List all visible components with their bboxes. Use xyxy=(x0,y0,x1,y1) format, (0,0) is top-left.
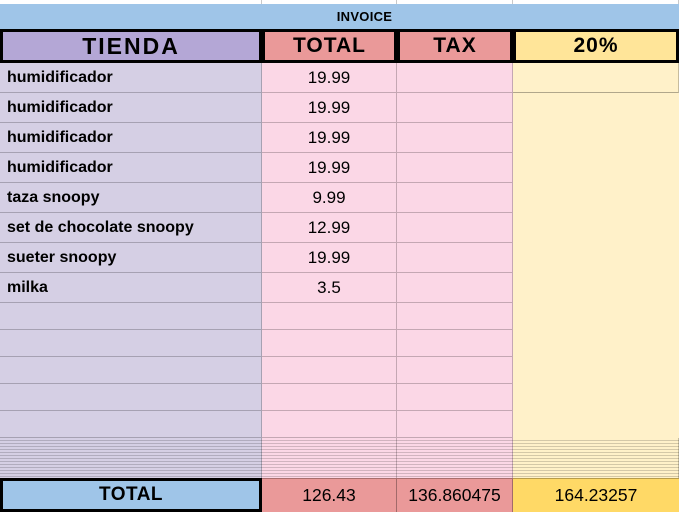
item-name-cell[interactable]: taza snoopy xyxy=(0,183,262,213)
item-name-cell[interactable]: humidificador xyxy=(0,93,262,123)
collapsed-rows-total xyxy=(262,438,397,478)
empty-total-cell[interactable] xyxy=(262,384,397,411)
item-tax-cell[interactable] xyxy=(397,273,513,303)
header-total-cell[interactable] xyxy=(262,29,397,63)
empty-tax-cell[interactable] xyxy=(397,357,513,384)
header-tienda-cell[interactable] xyxy=(0,29,262,63)
empty-name-cell[interactable] xyxy=(0,411,262,438)
item-name-cell[interactable]: sueter snoopy xyxy=(0,243,262,273)
header-pct-cell[interactable] xyxy=(513,29,679,63)
tax-sum-cell[interactable] xyxy=(397,478,513,512)
empty-total-cell[interactable] xyxy=(262,357,397,384)
item-tax-cell[interactable] xyxy=(397,243,513,273)
item-name-cell[interactable]: humidificador xyxy=(0,153,262,183)
header-total-label: TOTAL xyxy=(292,34,367,57)
item-name-cell[interactable]: humidificador xyxy=(0,123,262,153)
item-tax-cell[interactable] xyxy=(397,213,513,243)
item-name-cell[interactable]: milka xyxy=(0,273,262,303)
empty-tax-cell[interactable] xyxy=(397,330,513,357)
item-tax-cell[interactable] xyxy=(397,153,513,183)
total-row xyxy=(0,478,679,512)
empty-total-cell[interactable] xyxy=(262,411,397,438)
top-strip-cell xyxy=(397,0,513,4)
invoice-title: INVOICE xyxy=(336,9,393,24)
item-tax-cell[interactable] xyxy=(397,93,513,123)
pct-row1-cell[interactable] xyxy=(513,63,679,93)
header-pct-label: 20% xyxy=(573,34,619,57)
item-name-cell[interactable]: set de chocolate snoopy xyxy=(0,213,262,243)
tax-sum-value: 136.860475 xyxy=(408,485,501,505)
header-tax-cell[interactable] xyxy=(397,29,513,63)
item-tax-cell[interactable] xyxy=(397,183,513,213)
invoice-banner-cell[interactable] xyxy=(0,4,679,29)
item-tax-cell[interactable] xyxy=(397,63,513,93)
item-total-cell[interactable]: 9.99 xyxy=(262,183,397,213)
item-tax-cell[interactable] xyxy=(397,123,513,153)
total-label-cell[interactable] xyxy=(0,478,262,512)
item-total-cell[interactable]: 12.99 xyxy=(262,213,397,243)
top-gridline-strip xyxy=(0,0,679,4)
item-total-cell[interactable]: 19.99 xyxy=(262,243,397,273)
data-grid xyxy=(0,63,679,438)
empty-total-cell[interactable] xyxy=(262,303,397,330)
item-total-cell[interactable]: 3.5 xyxy=(262,273,397,303)
empty-name-cell[interactable] xyxy=(0,330,262,357)
item-total-cell[interactable]: 19.99 xyxy=(262,153,397,183)
pct-sum-value: 164.23257 xyxy=(554,485,638,505)
top-strip-cell xyxy=(262,0,397,4)
empty-total-cell[interactable] xyxy=(262,330,397,357)
collapsed-rows-band xyxy=(0,438,679,478)
header-tienda-label: TIENDA xyxy=(82,32,180,59)
item-name-cell[interactable]: humidificador xyxy=(0,63,262,93)
total-label: TOTAL xyxy=(98,484,164,505)
empty-tax-cell[interactable] xyxy=(397,411,513,438)
collapsed-rows-tax xyxy=(397,438,513,478)
collapsed-rows-tienda xyxy=(0,438,262,478)
top-strip-cell xyxy=(513,0,679,4)
item-total-cell[interactable]: 19.99 xyxy=(262,93,397,123)
item-total-cell[interactable]: 19.99 xyxy=(262,63,397,93)
empty-tax-cell[interactable] xyxy=(397,303,513,330)
empty-name-cell[interactable] xyxy=(0,384,262,411)
empty-name-cell[interactable] xyxy=(0,357,262,384)
header-row xyxy=(0,29,679,63)
total-sum-cell[interactable] xyxy=(262,478,397,512)
empty-name-cell[interactable] xyxy=(0,303,262,330)
pct-merged-cell[interactable] xyxy=(513,93,679,438)
header-tax-label: TAX xyxy=(433,34,477,57)
total-sum-value: 126.43 xyxy=(302,485,356,505)
top-strip-cell xyxy=(0,0,262,4)
pct-sum-cell[interactable] xyxy=(513,478,679,512)
collapsed-rows-pct xyxy=(513,438,679,478)
empty-tax-cell[interactable] xyxy=(397,384,513,411)
item-total-cell[interactable]: 19.99 xyxy=(262,123,397,153)
